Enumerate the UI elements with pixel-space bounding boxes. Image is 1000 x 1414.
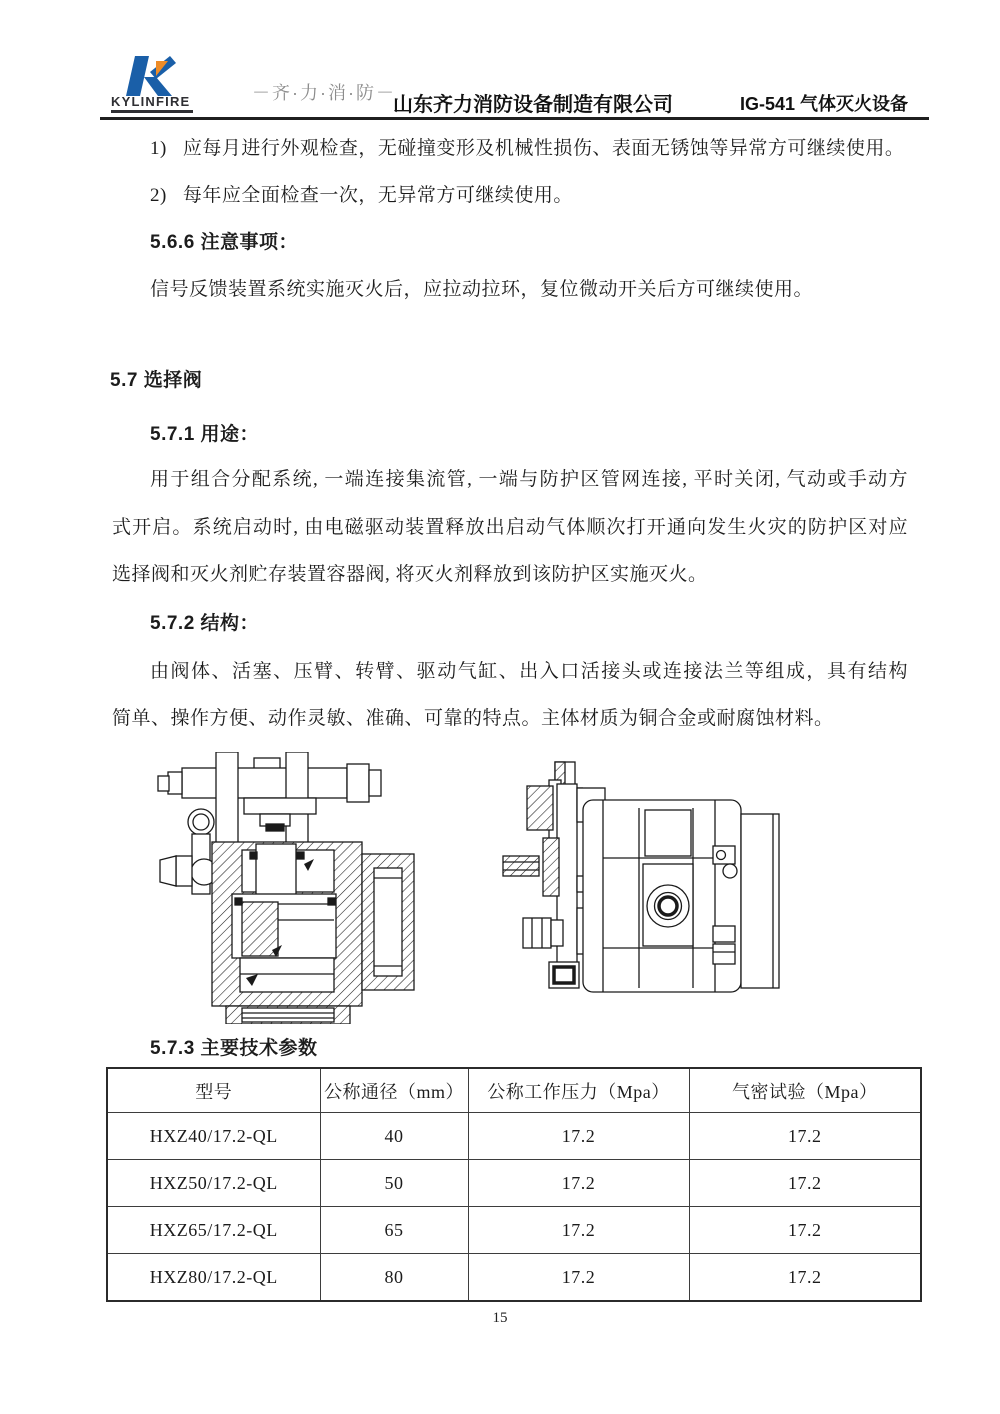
list-item-1	[150, 137, 904, 161]
table-cell: HXZ50/17.2-QL	[107, 1160, 320, 1207]
page-number: 15	[492, 1310, 508, 1326]
section-571-title: 5.7.1 用途：	[150, 424, 260, 445]
section-572-line-1: 由阀体、活塞、压臂、转臂、驱动气缸、出入口活接头或连接法兰等组成，具有结构	[150, 661, 908, 682]
list-item-1-text: 应每月进行外观检查，无碰撞变形及机械性损伤、表面无锈蚀等异常方可继续使用。	[182, 138, 905, 159]
section-571-line-3: 选择阀和灭火剂贮存装置容器阀, 将灭火剂释放到该防护区实施灭火。	[112, 564, 708, 585]
spec-table	[106, 1067, 922, 1302]
brand-name: KYLINFIRE	[111, 94, 191, 109]
table-cell: 17.2	[689, 1207, 921, 1254]
list-item-2-marker: 2)	[150, 185, 167, 206]
table-cell: 17.2	[468, 1160, 689, 1207]
table-cell: HXZ65/17.2-QL	[107, 1207, 320, 1254]
list-item-2-text: 每年应全面检查一次，无异常方可继续使用。	[182, 185, 573, 206]
table-row	[107, 1207, 921, 1254]
brand-underline	[111, 110, 193, 113]
header-rule	[100, 117, 929, 120]
section-572-title: 5.7.2 结构：	[150, 613, 260, 634]
section-572-line-2: 简单、操作方便、动作灵敏、准确、可靠的特点。主体材质为铜合金或耐腐蚀材料。	[112, 708, 834, 729]
table-cell: 17.2	[468, 1207, 689, 1254]
table-cell: 17.2	[689, 1160, 921, 1207]
table-row	[107, 1160, 921, 1207]
section-566-title: 5.6.6 注意事项：	[150, 232, 299, 253]
list-item-2	[150, 184, 573, 208]
valve-cross-section-figure	[156, 752, 416, 1024]
company-name: 山东齐力消防设备制造有限公司	[393, 94, 673, 116]
table-row	[107, 1113, 921, 1160]
brand-slogan: －齐·力·消·防－	[252, 83, 396, 103]
table-header-leak-test: 气密试验（Mpa）	[689, 1068, 921, 1113]
section-571-line-2: 式开启。系统启动时, 由电磁驱动装置释放出启动气体顺次打开通向发生火灾的防护区对应	[112, 517, 908, 538]
table-cell: 17.2	[689, 1113, 921, 1160]
section-573-title: 5.7.3 主要技术参数	[150, 1038, 318, 1059]
table-header-row	[107, 1068, 921, 1113]
logo-k-stem	[126, 56, 149, 96]
section-57-title: 5.7 选择阀	[110, 370, 203, 391]
table-row	[107, 1254, 921, 1302]
valve-side-view-figure	[497, 760, 789, 1015]
list-item-1-marker: 1)	[150, 138, 167, 159]
table-header-diameter: 公称通径（mm）	[320, 1068, 468, 1113]
product-name: IG-541 气体灭火设备	[740, 94, 909, 114]
table-cell: 40	[320, 1113, 468, 1160]
table-cell: 50	[320, 1160, 468, 1207]
table-cell: HXZ40/17.2-QL	[107, 1113, 320, 1160]
table-cell: HXZ80/17.2-QL	[107, 1254, 320, 1302]
logo-k-upper-arm	[150, 56, 176, 79]
table-header-working-pressure: 公称工作压力（Mpa）	[468, 1068, 689, 1113]
table-cell: 17.2	[468, 1254, 689, 1302]
table-cell: 80	[320, 1254, 468, 1302]
table-cell: 17.2	[468, 1113, 689, 1160]
section-566-text: 信号反馈装置系统实施灭火后，应拉动拉环，复位微动开关后方可继续使用。	[150, 279, 814, 300]
section-571-line-1: 用于组合分配系统, 一端连接集流管, 一端与防护区管网连接, 平时关闭, 气动或手动方	[150, 469, 908, 490]
table-cell: 17.2	[689, 1254, 921, 1302]
kylinfire-logo-icon	[126, 55, 176, 97]
table-header-model: 型号	[107, 1068, 320, 1113]
table-cell: 65	[320, 1207, 468, 1254]
